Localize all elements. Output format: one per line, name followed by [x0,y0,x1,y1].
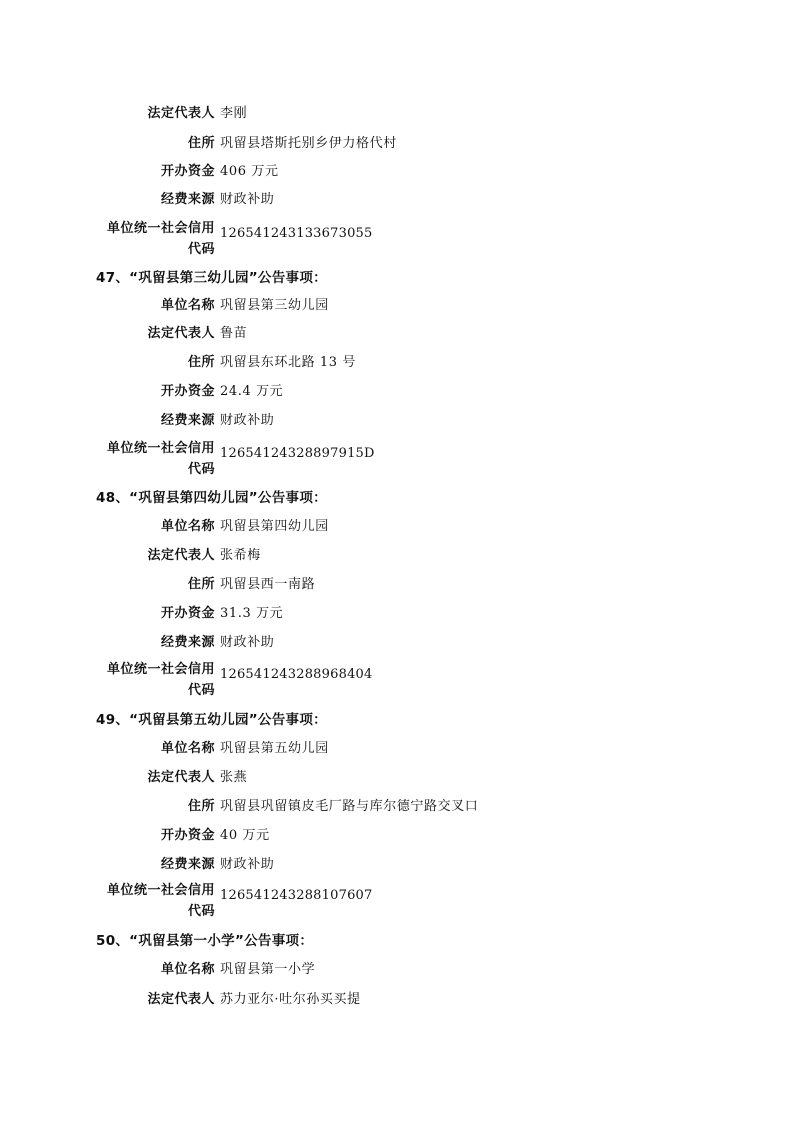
field-label: 住所 [187,577,215,592]
field-funding-47 [0,407,793,431]
field-value: 苏力亚尔·吐尔孙买买提 [220,992,361,1007]
field-code-48 [0,662,793,698]
field-rep-49 [0,764,793,788]
field-rep-47 [0,320,793,344]
field-capital-46 [0,158,793,182]
field-label: 经费来源 [160,857,215,872]
field-name-50 [0,956,793,980]
field-label: 单位名称 [160,962,215,977]
field-value: 126541243288107607 [220,888,373,903]
field-label: 法定代表人 [147,326,215,341]
field-label: 住所 [187,355,215,370]
field-capital-47 [0,378,793,402]
field-label: 法定代表人 [147,106,215,121]
field-value: 24.4 万元 [220,384,284,399]
field-label: 开办资金 [160,164,215,179]
field-label-line1: 单位统一社会信用 [106,441,215,456]
section-heading-49: 49、“巩留县第五幼儿园”公告事项： [96,712,327,728]
field-label [107,880,215,922]
field-value: 40 万元 [220,828,270,843]
field-value: 12654124328897915D [220,446,375,461]
field-value: 财政补助 [220,192,275,207]
field-capital-49 [0,822,793,846]
field-code-49 [0,883,793,919]
field-value: 巩留县第一小学 [220,962,316,977]
field-value: 巩留县西一南路 [220,577,316,592]
section-heading-48: 48、“巩留县第四幼儿园”公告事项： [96,490,327,506]
field-label: 单位名称 [160,741,215,756]
field-addr-48 [0,571,793,595]
field-value: 巩留县第四幼儿园 [220,519,329,534]
field-label: 经费来源 [160,413,215,428]
field-value: 鲁苗 [220,326,248,341]
field-label: 经费来源 [160,192,215,207]
field-value: 巩留县东环北路 13 号 [220,355,357,370]
field-label: 法定代表人 [147,770,215,785]
field-label-line1: 单位统一社会信用 [106,221,215,236]
field-label [107,438,215,480]
field-name-49 [0,735,793,759]
field-label: 法定代表人 [147,548,215,563]
field-label-line2: 代码 [187,242,215,257]
field-value: 财政补助 [220,413,275,428]
field-value: 126541243288968404 [220,667,373,682]
field-funding-46 [0,186,793,210]
field-rep-48 [0,542,793,566]
field-funding-48 [0,629,793,653]
field-label-line1: 单位统一社会信用 [106,883,215,898]
field-label [107,659,215,701]
field-value: 31.3 万元 [220,606,284,621]
field-value: 张希梅 [220,548,261,563]
section-heading-47: 47、“巩留县第三幼儿园”公告事项： [96,270,327,286]
section-heading-50: 50、“巩留县第一小学”公告事项： [96,933,314,949]
field-label-line2: 代码 [187,683,215,698]
field-value: 126541243133673055 [220,226,373,241]
field-label: 单位名称 [160,298,215,313]
field-value: 财政补助 [220,857,275,872]
field-value: 406 万元 [220,164,279,179]
field-label: 开办资金 [160,828,215,843]
field-value: 财政补助 [220,635,275,650]
field-name-48 [0,513,793,537]
field-label: 法定代表人 [147,992,215,1007]
field-label: 开办资金 [160,606,215,621]
field-value: 巩留县第五幼儿园 [220,741,329,756]
field-label: 住所 [187,136,215,151]
field-label [107,218,215,260]
field-label-line2: 代码 [187,904,215,919]
field-addr-49 [0,793,793,817]
field-addr-47 [0,349,793,373]
field-addr-46 [0,130,793,154]
field-value: 李刚 [220,106,248,121]
field-value: 张燕 [220,770,248,785]
field-value: 巩留县巩留镇皮毛厂路与库尔德宁路交叉口 [220,799,479,814]
field-name-47 [0,292,793,316]
field-label-line1: 单位统一社会信用 [106,662,215,677]
field-label: 经费来源 [160,635,215,650]
field-label-line2: 代码 [187,462,215,477]
field-label: 开办资金 [160,384,215,399]
field-code-46 [0,221,793,257]
field-value: 巩留县塔斯托别乡伊力格代村 [220,136,397,151]
field-label: 单位名称 [160,519,215,534]
field-funding-49 [0,851,793,875]
field-rep-46 [0,100,793,124]
field-value: 巩留县第三幼儿园 [220,298,329,313]
field-label: 住所 [187,799,215,814]
field-rep-50 [0,986,793,1010]
field-capital-48 [0,600,793,624]
field-code-47 [0,441,793,477]
